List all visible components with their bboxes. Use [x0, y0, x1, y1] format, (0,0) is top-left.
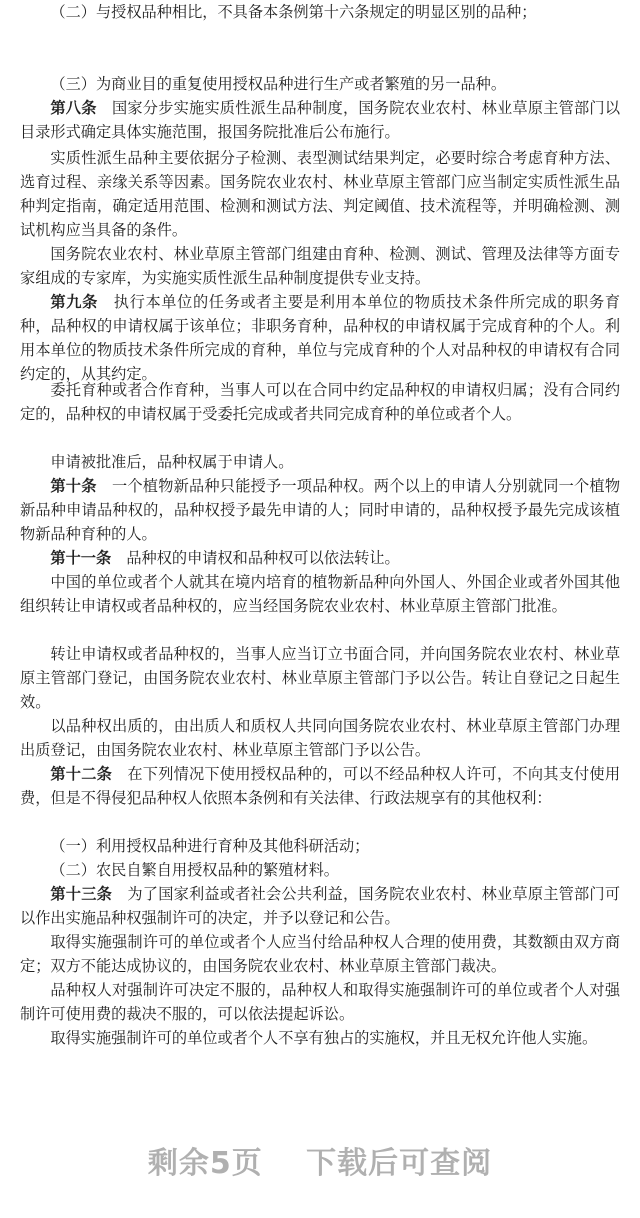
- paragraph: （一）利用授权品种进行育种及其他科研活动；: [50, 837, 370, 855]
- paragraph: （三）为商业目的重复使用授权品种进行生产或者繁殖的另一品种。: [50, 75, 507, 93]
- remaining-pages-label: 剩余5页: [147, 1146, 263, 1181]
- article-number: 第十三条: [50, 885, 112, 903]
- paragraph: （二）农民自繁自用授权品种的繁殖材料。: [50, 861, 339, 879]
- article-11: 第十一条 品种权的申请权和品种权可以依法转让。: [50, 549, 400, 567]
- article-10: 第十条 一个植物新品种只能授予一项品种权。两个以上的申请人分别就同一个植物新品种申请品种权的，品种权授予最先申请的人；同时申请的，品种权授予最先完成该植物新品种育种的人。: [20, 477, 621, 543]
- article-8: 第八条 国家分步实施实质性派生品种制度，国务院农业农村、林业草原主管部门以目录形式确定具体实施范围，报国务院批准后公布施行。: [20, 99, 621, 141]
- paragraph: 以品种权出质的，由出质人和质权人共同向国务院农业农村、林业草原主管部门办理出质登记，由国务院农业农村、林业草原主管部门予以公告。: [20, 717, 620, 759]
- paragraph: 取得实施强制许可的单位或者个人不享有独占的实施权，并且无权允许他人实施。: [50, 1029, 598, 1047]
- paragraph: 申请被批准后，品种权属于申请人。: [50, 453, 294, 471]
- article-number: 第八条: [50, 99, 97, 117]
- paragraph: 中国的单位或者个人就其在境内培育的植物新品种向外国人、外国企业或者外国其他组织转让申请权或者品种权的，应当经国务院农业农村、林业草原主管部门批准。: [20, 573, 620, 615]
- paragraph: （二）与授权品种相比，不具备本条例第十六条规定的明显区别的品种；: [50, 3, 537, 21]
- paragraph: 国务院农业农村、林业草原主管部门组建由育种、检测、测试、管理及法律等方面专家组成的专家库，为实施实质性派生品种制度提供专业支持。: [20, 245, 620, 287]
- paragraph: 品种权人对强制许可决定不服的，品种权人和取得实施强制许可的单位或者个人对强制许可使用费的裁决不服的，可以依法提起诉讼。: [20, 981, 620, 1023]
- article-9: 第九条 执行本单位的任务或者主要是利用本单位的物质技术条件所完成的职务育种，品种权的申请权属于该单位；非职务育种，品种权的申请权属于完成育种的个人。利用本单位的物质技术条件所完成的育种，单位与完成育种的个人对品种权的申请权有合同约定的，从其约定。: [20, 293, 621, 383]
- paragraph: 实质性派生品种主要依据分子检测、表型测试结果判定，必要时综合考虑育种方法、选育过程、亲缘关系等因素。国务院农业农村、林业草原主管部门应当制定实质性派生品种判定指南，确定适用范围、检测和测试方法、判定阈值、技术流程等，并明确检测、测试机构应当具备的条件。: [20, 149, 620, 239]
- article-13: 第十三条 为了国家利益或者社会公共利益，国务院农业农村、林业草原主管部门可以作出实施品种权强制许可的决定，并予以登记和公告。: [20, 885, 621, 927]
- download-prompt[interactable]: [0, 1138, 640, 1182]
- paragraph: 转让申请权或者品种权的，当事人应当订立书面合同，并向国务院农业农村、林业草原主管部门登记，由国务院农业农村、林业草原主管部门予以公告。转让自登记之日起生效。: [20, 645, 620, 711]
- article-number: 第十二条: [50, 765, 112, 783]
- article-number: 第十一条: [50, 549, 112, 567]
- paragraph: 取得实施强制许可的单位或者个人应当付给品种权人合理的使用费，其数额由双方商定；双方不能达成协议的，由国务院农业农村、林业草原主管部门裁决。: [20, 933, 620, 975]
- article-12: 第十二条 在下列情况下使用授权品种的，可以不经品种权人许可，不向其支付使用费，但是不得侵犯品种权人依照本条例和有关法律、行政法规享有的其他权利：: [20, 765, 621, 807]
- paragraph: 委托育种或者合作育种，当事人可以在合同中约定品种权的申请权归属；没有合同约定的，品种权的申请权属于受委托完成或者共同完成育种的单位或者个人。: [20, 381, 620, 423]
- article-number: 第九条: [50, 293, 98, 311]
- article-number: 第十条: [50, 477, 97, 495]
- download-to-view-label[interactable]: 下载后可查阅: [306, 1146, 493, 1181]
